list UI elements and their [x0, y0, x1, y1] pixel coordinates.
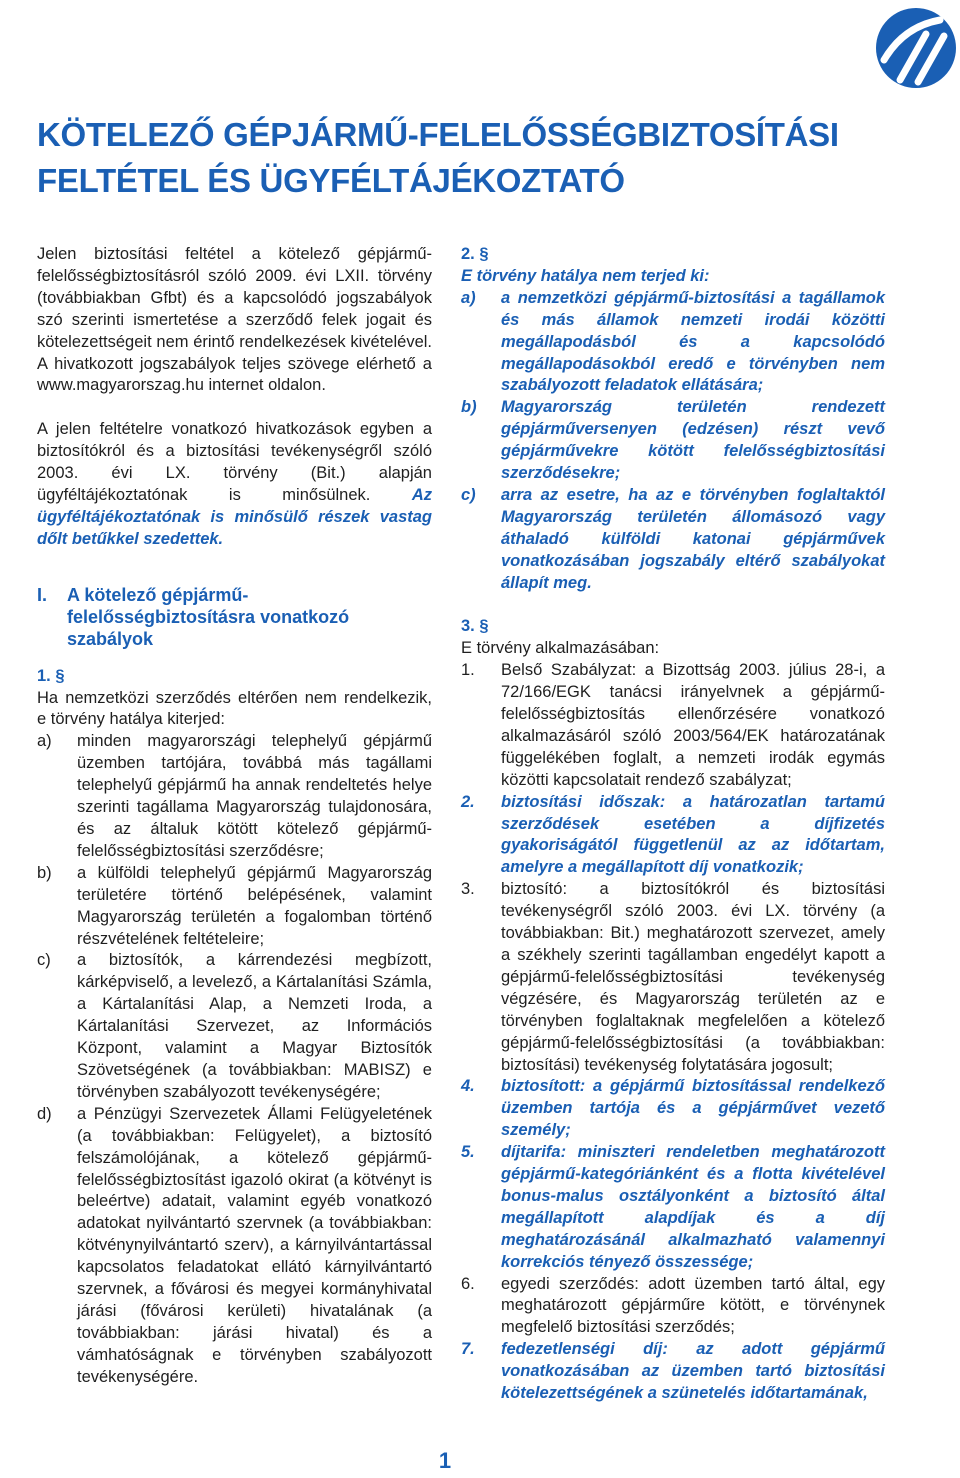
definition-item: [461, 1142, 885, 1273]
definition-number: 4.: [461, 1077, 475, 1096]
list-item: [461, 288, 885, 398]
title-line-2: FELTÉTEL ÉS ÜGYFÉLTÁJÉKOZTATÓ: [37, 162, 625, 199]
right-column: [461, 244, 885, 1405]
definition-text: egyedi szerződés: adott üzemben tartó által, egy meghatározott gépjárműre kötött, e törvénynek megfelelő biztosítási szerződés;: [501, 1274, 885, 1337]
page-title: [37, 112, 897, 204]
definition-text: Belső Szabályzat: a Bizottság 2003. július 28-i, a 72/166/EGK tanácsi irányelvnek a gépjármű-felelősségbiztosítás ellenőrzésére vonatkozó alkalmazásáról szóló 2003/564/EK határozatának függelékében foglalt, a nemzeti irodák egymás közötti kapcsolatait rendező szabályzat;: [501, 661, 885, 789]
section-1-intro: Ha nemzetközi szerződés eltérően nem rendelkezik, e törvény hatálya kiterjed:: [37, 688, 432, 729]
note-paragraph: [37, 419, 432, 550]
list-item-label: a): [461, 288, 476, 307]
definition-list: [461, 660, 885, 1405]
list-item: [37, 950, 432, 1103]
definition-number: 5.: [461, 1143, 475, 1162]
company-logo-icon: [874, 6, 958, 90]
section-heading-number: I.: [37, 584, 48, 605]
definition-number: 2.: [461, 792, 475, 811]
list-item-text: a külföldi telephelyű gépjármű Magyarország területére történő belépésének, valamint Magyarország területén a fogalomban történő részvételének feltételeire;: [77, 863, 432, 948]
definition-item: [461, 1076, 885, 1142]
section-2-label: 2. §: [461, 245, 489, 263]
list-item-text: Magyarország területén rendezett gépjárműversenyen (edzésen) részt vevő gépjárművekre kötött felelősségbiztosítási szerződésekre;: [501, 398, 885, 483]
definition-text: biztosított: a gépjármű biztosítással rendelkező üzemben tartója és a gépjárművet vezető személy;: [501, 1077, 885, 1140]
section-heading-text: A kötelező gépjármű-felelősségbiztosításra vonatkozó szabályok: [67, 584, 350, 649]
list-item-label: c): [37, 951, 51, 970]
definition-text: biztosító: a biztosítókról és biztosítási tevékenységről szóló 2003. évi LX. törvény (a továbbiakban: Bit.) meghatározott szervezet, amely a székhely szerinti tagállamban engedélyt kapott a gépjármű-felelősségbiztosítási tevékenység végzésére, és Magyarország területén az e törvényben foglaltaknak megfelelően a kötelező gépjármű-felelősségbiztosítási (a továbbiakban: biztosítási) tevékenység folytatására jogosult;: [501, 880, 885, 1074]
list-item: [37, 863, 432, 951]
section-2-intro: E törvény hatálya nem terjed ki:: [461, 266, 710, 285]
definition-number: 1.: [461, 661, 475, 680]
page-number: 1: [438, 1448, 452, 1473]
list-item-text: a biztosítók, a kárrendezési megbízott, kárképviselő, a levelező, a Kártalanítási Számla, a Kártalanítási Alap, a Nemzeti Iroda, a Kártalanítási Szervezet, az Információs Központ, valamint a Magyar Biztosítók Szövetségének (a továbbiakban: MABISZ) e törvényben szabályozott tevékenységére;: [77, 951, 432, 1101]
definition-item: [461, 1274, 885, 1340]
list-item-label: a): [37, 732, 52, 751]
list-item: [37, 731, 432, 862]
definition-item: [461, 792, 885, 880]
definition-item: [461, 1339, 885, 1405]
list-item-label: c): [461, 485, 476, 504]
note-plain-text: A jelen feltételre vonatkozó hivatkozások egyben a biztosítókról és a biztosítási tevékenységről szóló 2003. évi LX. törvény (Bit.) alapján ügyféltájékoztatónak is minősülnek.: [37, 420, 432, 504]
definition-item: [461, 879, 885, 1076]
section-heading: [37, 584, 432, 650]
definition-item: [461, 660, 885, 791]
title-line-1: KÖTELEZŐ GÉPJÁRMŰ-FELELŐSSÉGBIZTOSÍTÁSI: [37, 116, 839, 153]
list-item: [461, 397, 885, 485]
list-item-label: b): [461, 398, 477, 417]
section-1-label: 1. §: [37, 666, 65, 685]
intro-paragraph: Jelen biztosítási feltétel a kötelező gépjármű-felelősségbiztosításról szóló 2009. évi LXII. törvény (továbbiakban Gfbt) és a kapcsolódó jogszabályok szó szerinti ismertetése a szerződő felek jogait és kötelezettségeit nem érintő rendelkezések kivételével. A hivatkozott jogszabályok teljes szövege elérhető a www.magyarorszag.hu internet oldalon.: [37, 245, 432, 395]
definition-text: díjtarifa: miniszteri rendeletben meghatározott gépjármű-kategóriánként és a flotta kivételével bonus-malus osztályonként a biztosító által megállapított alapdíjak és a díj meghatározásánál alkalmazható valamennyi korrekciós tényező összessége;: [501, 1143, 885, 1271]
section-3-label: 3. §: [461, 617, 489, 636]
definition-number: 3.: [461, 880, 475, 899]
list-item-text: a nemzetközi gépjármű-biztosítási a tagállamok és más államok nemzeti irodái közötti megállapodásból és a kapcsolódó megállapodásokból eredő e törvényben nem szabályozott feladatok ellátására;: [501, 288, 885, 395]
list-item-text: arra az esetre, ha az e törvényben foglaltaktól Magyarország területén állomásozó vagy áthaladó külföldi katonai gépjárművek vonatkozásában jogszabály eltérő szabályokat állapít meg.: [501, 485, 885, 592]
definition-text: fedezetlenségi díj: az adott gépjármű vonatkozásában az üzemben tartó biztosítási kötelezettségének a szünetelés időtartamának,: [501, 1340, 885, 1403]
list-item-label: b): [37, 863, 52, 882]
list-item-label: d): [37, 1104, 52, 1123]
note-bold-text: Az ügyféltájékoztatónak is minősülő részek vastag dőlt betűkkel szedettek.: [37, 485, 432, 548]
definition-number: 6.: [461, 1274, 475, 1293]
list-item-text: minden magyarországi telephelyű gépjármű üzemben tartójára, továbbá más tagállami telephelyű gépjármű ha annak rendeltetés helye szerinti tagállama Magyarország tulajdonosára, és az általuk kötött kötelező gépjármű-felelősségbiztosítási szerződésre;: [77, 732, 432, 860]
definition-text: biztosítási időszak: a határozatlan tartamú szerződések esetében a díjfizetés gyakoriságától függetlenül az az időtartam, amelyre a megállapított díj vonatkozik;: [501, 792, 885, 877]
section-3-intro: E törvény alkalmazásában:: [461, 639, 660, 658]
left-column: [37, 244, 432, 1389]
definition-number: 7.: [461, 1340, 475, 1359]
list-item: [37, 1104, 432, 1389]
list-item-text: a Pénzügyi Szervezetek Állami Felügyeletének (a továbbiakban: Felügyelet), a biztosító felszámolójának, a kötelező gépjármű-felelősségbiztosítást igazoló okirat (a kötvényt is beleértve) adatait, valamint egyéb vonatkozó adatokat nyilvántartó szervnek (a továbbiakban: kötvénynyilvántartó szerv), a kárnyilvántartással kapcsolatos feladatokat ellátó kárnyilvántartó szervnek, a fővárosi és megyei kormányhivatal járási (fővárosi kerületi) hivatalának (a továbbiakban: járási hivatal) és a vámhatóságnak e törvényben szabályozott tevékenységére.: [77, 1104, 432, 1386]
list-item: [461, 485, 885, 595]
